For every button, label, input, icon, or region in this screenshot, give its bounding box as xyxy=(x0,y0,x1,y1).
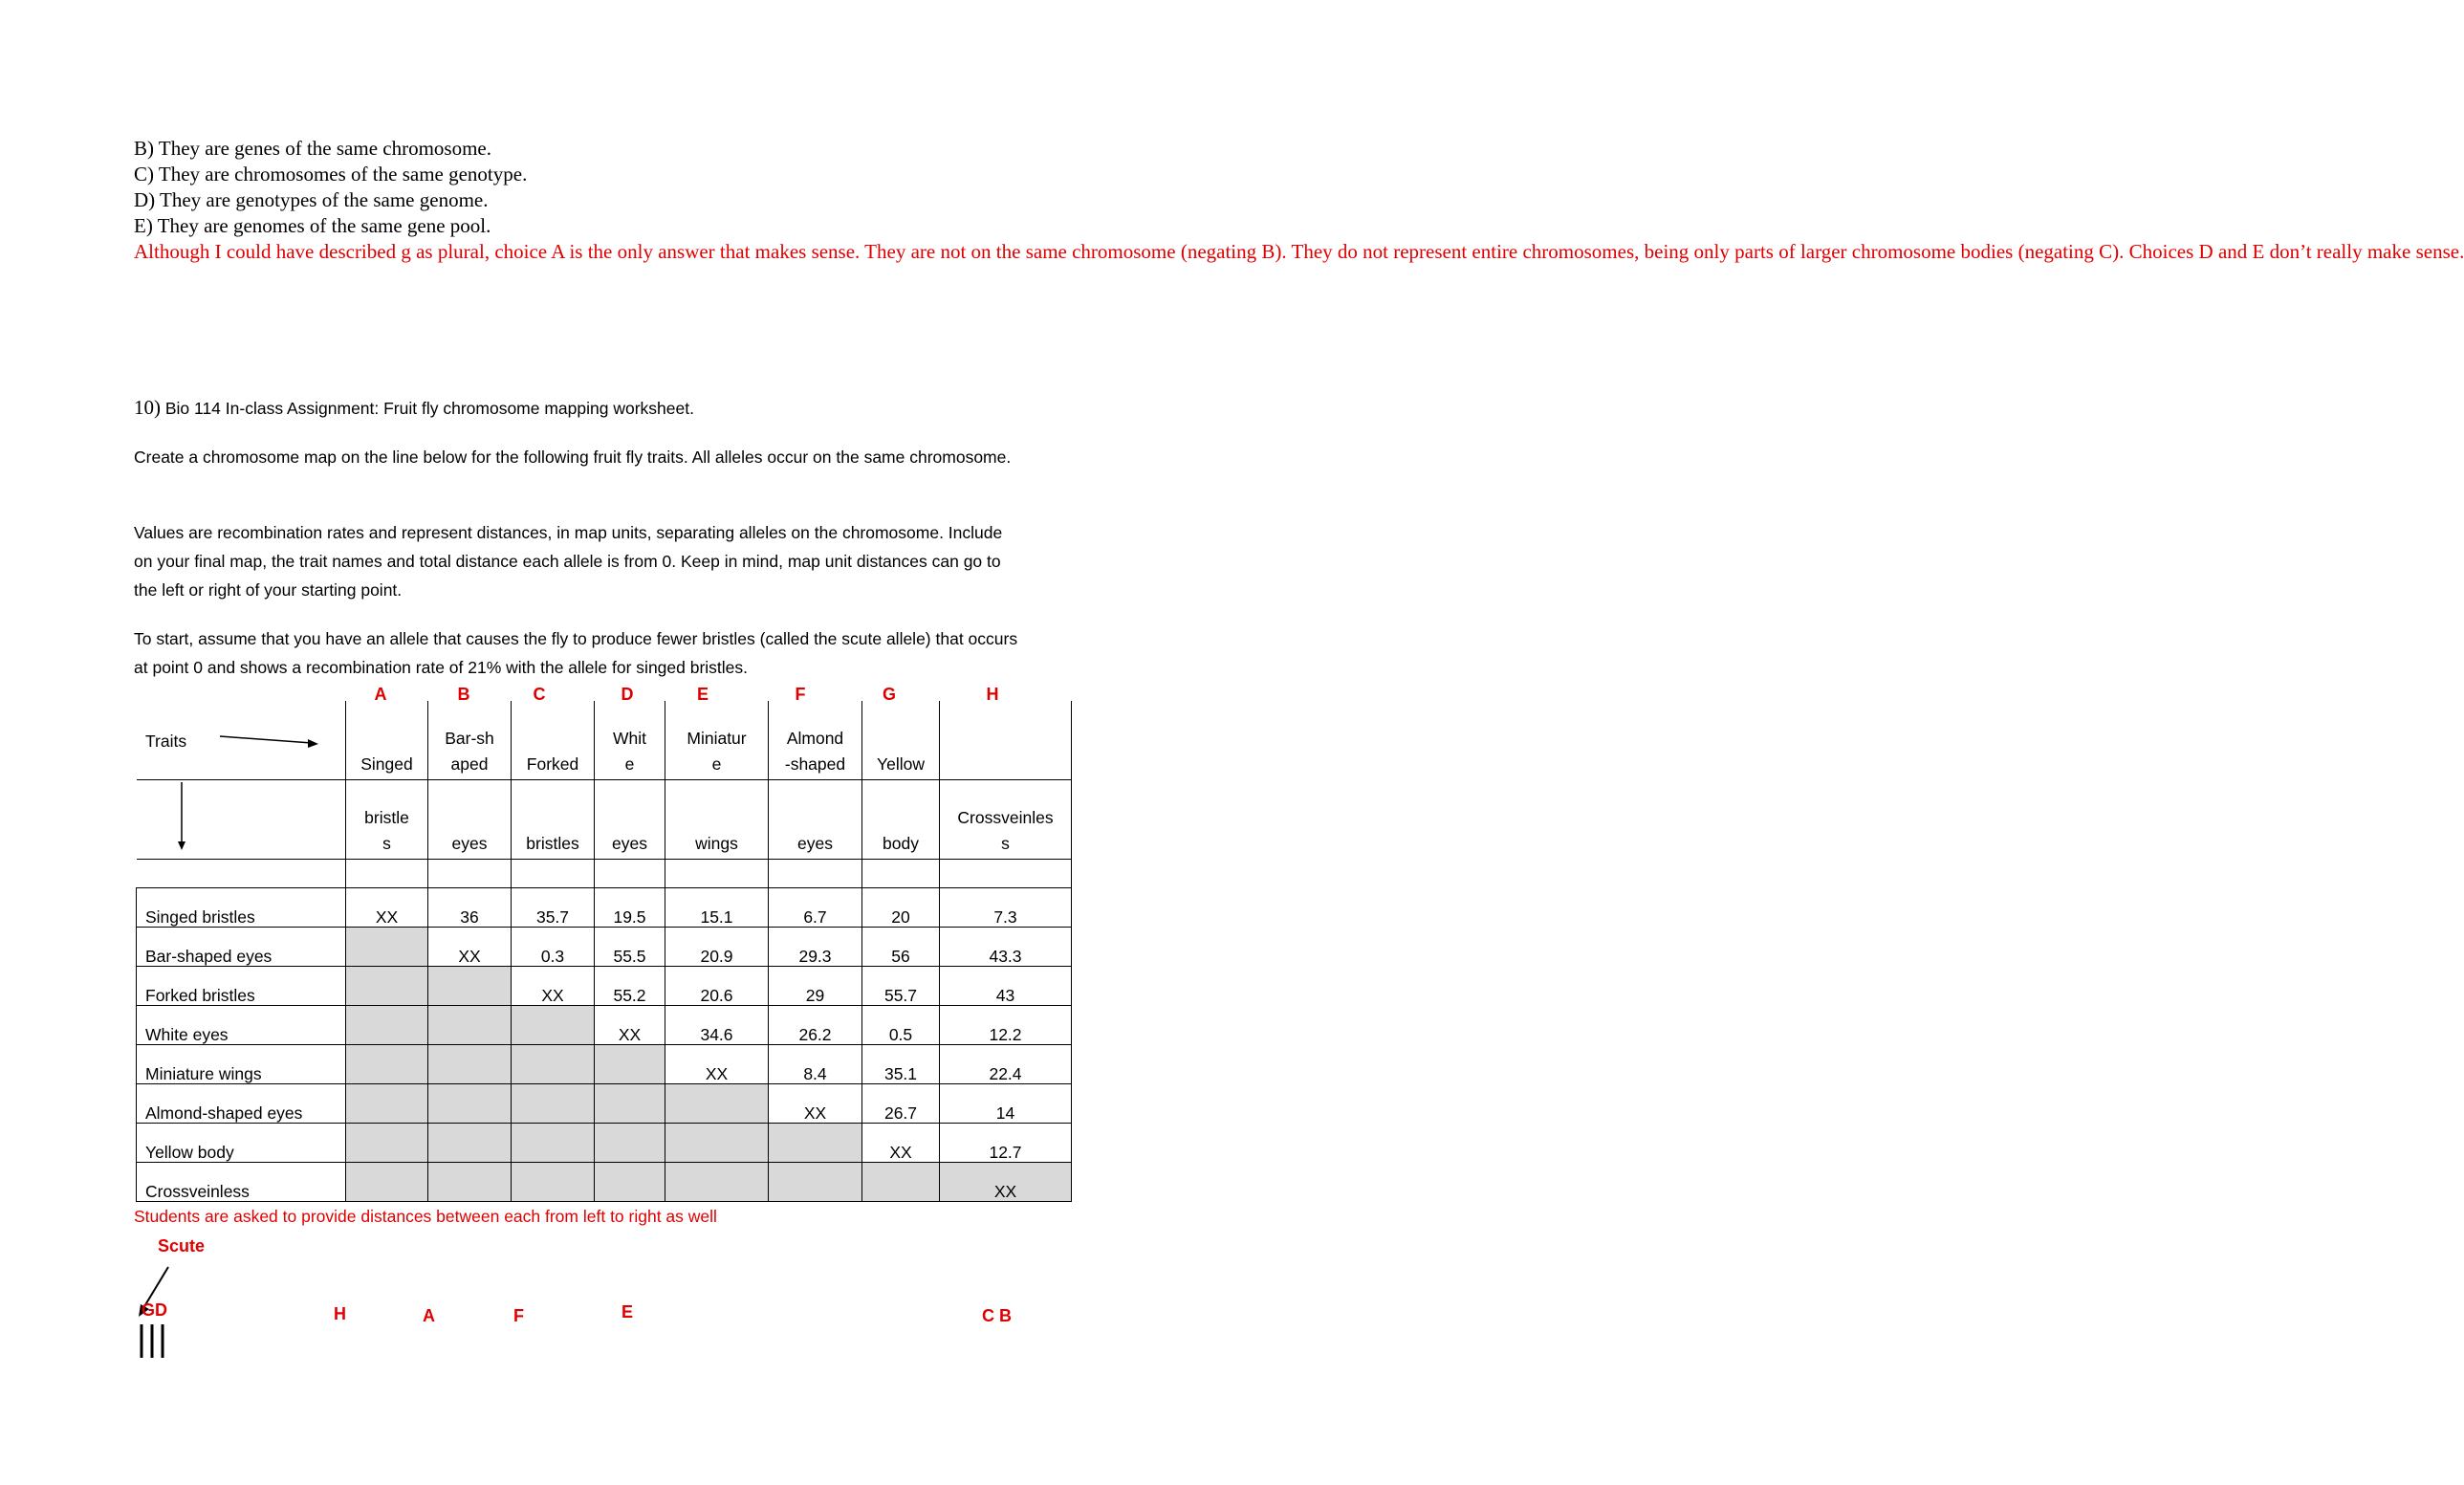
map-label-h: H xyxy=(334,1304,346,1323)
table-cell: XX xyxy=(428,928,512,967)
column-letter-e: E xyxy=(696,685,709,704)
traits-label: Traits xyxy=(145,732,187,751)
answer-explanation: Although I could have described g as plural, choice A is the only answer that makes sense. They are not on the same chromosome (negating B). They do not represent entire chromosomes, being only parts of larger chromosome bodies (negating C). Choices D and E don’t really make sense. xyxy=(134,240,2464,263)
table-cell: XX xyxy=(862,1124,940,1163)
table-cell: XX xyxy=(595,1006,665,1045)
row-label: White eyes xyxy=(137,1006,346,1045)
table-cell: 8.4 xyxy=(769,1045,862,1084)
table-cell: 20.6 xyxy=(665,967,769,1006)
header-line: e xyxy=(624,754,635,774)
question-title: Bio 114 In-class Assignment: Fruit fly chromosome mapping worksheet. xyxy=(161,399,694,418)
column-letter-h: H xyxy=(986,685,999,704)
header-line: Crossveinles xyxy=(957,808,1054,827)
header-line: aped xyxy=(450,754,489,774)
table-cell: 20.9 xyxy=(665,928,769,967)
table-cell: XX xyxy=(940,1163,1072,1202)
column-letter-c: C xyxy=(533,685,546,704)
table-cell: 7.3 xyxy=(940,888,1072,928)
table-cell: 55.5 xyxy=(595,928,665,967)
table-cell: 6.7 xyxy=(769,888,862,928)
header-line: Forked xyxy=(526,754,579,774)
table-cell: XX xyxy=(512,967,595,1006)
table-cell: 35.1 xyxy=(862,1045,940,1084)
instructions-paragraph-2: Values are recombination rates and represent distances, in map units, separating alleles on the chromosome. Include on your final map, the trait names and total distance each allele is from 0. Keep in mind, map unit distances can go to the left or right of your starting point. xyxy=(134,523,1003,600)
header-line: eyes xyxy=(797,834,833,853)
header-line: bristle xyxy=(364,808,409,827)
table-cell: 35.7 xyxy=(512,888,595,928)
map-label-cb: C B xyxy=(982,1306,1012,1325)
table-cell: XX xyxy=(769,1084,862,1124)
table-cell: 56 xyxy=(862,928,940,967)
table-cell: 12.2 xyxy=(940,1006,1072,1045)
table-cell: XX xyxy=(346,888,428,928)
row-label: Crossveinless xyxy=(137,1163,346,1202)
table-cell: 0.3 xyxy=(512,928,595,967)
row-label: Yellow body xyxy=(137,1124,346,1163)
question-number: 10) xyxy=(134,396,161,419)
header-line: Almond xyxy=(786,729,844,748)
table-cell: 26.7 xyxy=(862,1084,940,1124)
map-label-gd: GD xyxy=(142,1300,167,1320)
choice-e: E) They are genomes of the same gene pool. xyxy=(134,214,491,237)
table-cell: 12.7 xyxy=(940,1124,1072,1163)
choice-c: C) They are chromosomes of the same genotype. xyxy=(134,163,528,186)
table-cell: 55.2 xyxy=(595,967,665,1006)
header-line: s xyxy=(1001,834,1010,853)
table-cell: 43.3 xyxy=(940,928,1072,967)
row-label: Singed bristles xyxy=(137,888,346,928)
down-arrow-icon xyxy=(178,782,185,850)
header-line: eyes xyxy=(451,834,488,853)
header-line: bristles xyxy=(526,834,579,853)
column-letter-f: F xyxy=(795,685,806,704)
header-line: s xyxy=(382,834,391,853)
header-line: -shaped xyxy=(784,754,846,774)
chromosome-start-tick-marks xyxy=(142,1324,163,1358)
choice-b: B) They are genes of the same chromosome. xyxy=(134,137,491,160)
table-cell: 26.2 xyxy=(769,1006,862,1045)
table-cell: 14 xyxy=(940,1084,1072,1124)
header-line: Bar-sh xyxy=(445,729,494,748)
map-label-scute: Scute xyxy=(158,1236,206,1256)
table-cell: 34.6 xyxy=(665,1006,769,1045)
right-arrow-icon xyxy=(220,736,318,748)
header-line: e xyxy=(711,754,722,774)
table-cell: 22.4 xyxy=(940,1045,1072,1084)
teacher-note: Students are asked to provide distances between each from left to right as well xyxy=(134,1207,717,1226)
column-letter-b: B xyxy=(457,685,470,704)
table-cell: 36 xyxy=(428,888,512,928)
table-cell: XX xyxy=(665,1045,769,1084)
header-line: Singed xyxy=(360,754,413,774)
map-label-f: F xyxy=(513,1306,524,1325)
table-cell: 55.7 xyxy=(862,967,940,1006)
header-line: body xyxy=(883,834,919,853)
table-cell: 0.5 xyxy=(862,1006,940,1045)
instructions-paragraph-1: Create a chromosome map on the line below for the following fruit fly traits. All alleles occur on the same chromosome. xyxy=(134,448,1012,467)
table-cell: 43 xyxy=(940,967,1072,1006)
table-cell: 19.5 xyxy=(595,888,665,928)
table-cell: 20 xyxy=(862,888,940,928)
header-line: Whit xyxy=(613,729,646,748)
header-line: wings xyxy=(695,834,738,853)
table-cell: 15.1 xyxy=(665,888,769,928)
row-label: Forked bristles xyxy=(137,967,346,1006)
row-label: Bar-shaped eyes xyxy=(137,928,346,967)
map-label-e: E xyxy=(621,1302,634,1321)
header-line: eyes xyxy=(612,834,647,853)
instructions-paragraph-3: To start, assume that you have an allele that causes the fly to produce fewer bristles (called the scute allele) that occurs at point 0 and shows a recombination rate of 21% with the allele for singed bristles. xyxy=(134,629,1018,677)
header-line: Miniatur xyxy=(687,729,747,748)
row-label: Miniature wings xyxy=(137,1045,346,1084)
column-letter-g: G xyxy=(882,685,897,704)
row-label: Almond-shaped eyes xyxy=(137,1084,346,1124)
map-label-a: A xyxy=(423,1306,435,1325)
column-letter-d: D xyxy=(621,685,634,704)
table-cell: 29 xyxy=(769,967,862,1006)
column-letter-a: A xyxy=(374,685,387,704)
choice-d: D) They are genotypes of the same genome. xyxy=(134,188,489,211)
header-line: Yellow xyxy=(877,754,925,774)
table-cell: 29.3 xyxy=(769,928,862,967)
